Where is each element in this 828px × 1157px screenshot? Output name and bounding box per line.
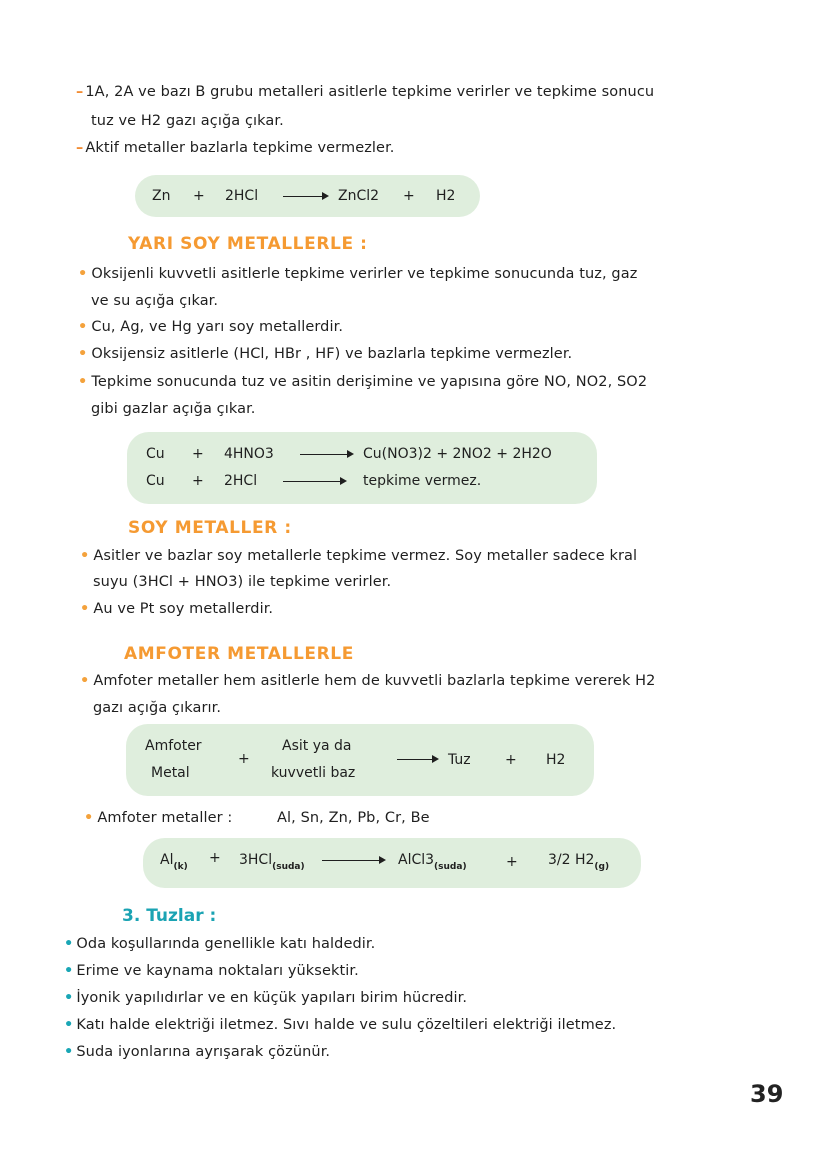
eq-al-p1-text: AlCl3 <box>398 852 435 868</box>
tuz-bullet-3 <box>64 988 467 1008</box>
bullet-dot-icon: • <box>64 990 74 1006</box>
eq-am-plus1: + <box>238 751 250 767</box>
eq-al-p2-text: 3/2 H2 <box>548 852 595 868</box>
bullet-dot-icon: • <box>78 346 88 362</box>
eq-al-r1 <box>160 851 188 871</box>
reaction-arrow-icon <box>300 454 352 455</box>
intro-line-2 <box>76 138 395 158</box>
yari-bullet-1 <box>78 264 637 284</box>
eq-al-plus2: + <box>506 854 518 870</box>
intro-text-2: Aktif metaller bazlarla tepkime vermezler. <box>85 140 395 156</box>
reaction-arrow-icon <box>322 860 384 861</box>
eq-zn-plus1: + <box>193 188 205 204</box>
soy-bullet-1-text: Asitler ve bazlar soy metallerle tepkime vermez. Soy metaller sadece kral <box>93 548 638 564</box>
equation-box-amfoter <box>126 724 594 796</box>
tuz-bullet-5-text: Suda iyonlarına ayrışarak çözünür. <box>76 1044 331 1060</box>
yari-bullet-3-text: Oksijensiz asitlerle (HCl, HBr , HF) ve bazlarla tepkime vermezler. <box>91 346 573 362</box>
reaction-arrow-icon <box>397 759 437 760</box>
soy-bullet-2-text: Au ve Pt soy metallerdir. <box>93 601 274 617</box>
tuz-bullet-4-text: Katı halde elektriği iletmez. Sıvı halde ve sulu çözeltileri elektriği iletmez. <box>76 1017 617 1033</box>
bullet-dot-icon: • <box>80 673 90 689</box>
amfoter-bullet-1-text: Amfoter metaller hem asitlerle hem de kuvvetli bazlarla tepkime vererek H2 <box>93 673 656 689</box>
bullet-dot-icon: • <box>64 936 74 952</box>
eq-cu2-plus: + <box>192 473 204 489</box>
eq-al-p1 <box>398 851 467 871</box>
intro-line-1 <box>76 82 654 102</box>
eq-cu1-plus: + <box>192 446 204 462</box>
eq-am-p2: H2 <box>546 752 566 768</box>
eq-al-r2-state: (suda) <box>272 862 305 872</box>
soy-bullet-1b: suyu (3HCl + HNO3) ile tepkime verirler. <box>93 574 392 590</box>
eq-zn-r1: Zn <box>152 188 171 204</box>
eq-am-r1a: Amfoter <box>145 738 202 754</box>
eq-al-p2-state: (g) <box>594 862 610 872</box>
tuz-bullet-1-text: Oda koşullarında genellikle katı haldedir. <box>76 936 376 952</box>
bullet-dot-icon: • <box>78 374 88 390</box>
heading-tuzlar: 3. Tuzlar : <box>122 906 217 926</box>
page-number: 39 <box>750 1080 784 1108</box>
eq-cu2-r2: 2HCl <box>224 473 258 489</box>
yari-bullet-4b: gibi gazlar açığa çıkar. <box>91 401 256 417</box>
bullet-dot-icon: • <box>78 319 88 335</box>
heading-soy: SOY METALLER : <box>128 518 292 538</box>
tuz-bullet-2 <box>64 961 359 981</box>
soy-bullet-2 <box>80 599 273 619</box>
yari-bullet-2 <box>78 317 343 337</box>
yari-bullet-4 <box>78 372 647 392</box>
bullet-dot-icon: • <box>64 963 74 979</box>
amfoter-list <box>84 808 232 828</box>
eq-al-p2 <box>548 851 609 871</box>
eq-am-plus2: + <box>505 752 517 768</box>
eq-al-plus1: + <box>209 850 221 866</box>
amfoter-list-label: Amfoter metaller : <box>97 810 233 826</box>
bullet-dot-icon: • <box>84 810 94 826</box>
bullet-dot-icon: • <box>64 1017 74 1033</box>
dash-marker: – <box>76 84 84 100</box>
eq-zn-p1: ZnCl2 <box>338 188 380 204</box>
amfoter-bullet-1b: gazı açığa çıkarır. <box>93 700 222 716</box>
eq-zn-r2: 2HCl <box>225 188 259 204</box>
eq-zn-plus2: + <box>403 188 415 204</box>
eq-am-r1b: Metal <box>151 765 190 781</box>
dash-marker: – <box>76 140 84 156</box>
soy-bullet-1 <box>80 546 637 566</box>
eq-cu1-p: Cu(NO3)2 + 2NO2 + 2H2O <box>363 446 552 462</box>
intro-line-1b: tuz ve H2 gazı açığa çıkar. <box>91 113 284 129</box>
eq-zn-p2: H2 <box>436 188 456 204</box>
intro-text-1: 1A, 2A ve bazı B grubu metalleri asitlerle tepkime verirler ve tepkime sonucu <box>85 84 655 100</box>
eq-al-r1-state: (k) <box>173 862 188 872</box>
tuz-bullet-2-text: Erime ve kaynama noktaları yüksektir. <box>76 963 359 979</box>
yari-bullet-4-text: Tepkime sonucunda tuz ve asitin derişimine ve yapısına göre NO, NO2, SO2 <box>91 374 648 390</box>
eq-cu2-r1: Cu <box>146 473 165 489</box>
yari-bullet-2-text: Cu, Ag, ve Hg yarı soy metallerdir. <box>91 319 344 335</box>
eq-cu2-p: tepkime vermez. <box>363 473 482 489</box>
eq-am-r2a: Asit ya da <box>282 738 352 754</box>
eq-am-p1: Tuz <box>448 752 471 768</box>
amfoter-list-values: Al, Sn, Zn, Pb, Cr, Be <box>277 810 430 826</box>
eq-cu1-r2: 4HNO3 <box>224 446 274 462</box>
reaction-arrow-icon <box>283 196 327 197</box>
eq-am-r2b: kuvvetli baz <box>271 765 356 781</box>
yari-bullet-1-text: Oksijenli kuvvetli asitlerle tepkime verirler ve tepkime sonucunda tuz, gaz <box>91 266 638 282</box>
tuz-bullet-3-text: İyonik yapılıdırlar ve en küçük yapıları birim hücredir. <box>76 990 468 1006</box>
yari-bullet-3 <box>78 344 572 364</box>
bullet-dot-icon: • <box>80 601 90 617</box>
heading-yari-soy: YARI SOY METALLERLE : <box>128 234 368 254</box>
eq-al-r1-text: Al <box>160 852 174 868</box>
tuz-bullet-4 <box>64 1015 616 1035</box>
eq-al-p1-state: (suda) <box>434 862 467 872</box>
amfoter-bullet-1 <box>80 671 656 691</box>
equation-box-cu <box>127 432 597 504</box>
bullet-dot-icon: • <box>80 548 90 564</box>
tuz-bullet-1 <box>64 934 375 954</box>
bullet-dot-icon: • <box>78 266 88 282</box>
tuz-bullet-5 <box>64 1042 330 1062</box>
eq-al-r2 <box>239 851 305 871</box>
eq-al-r2-text: 3HCl <box>239 852 273 868</box>
bullet-dot-icon: • <box>64 1044 74 1060</box>
reaction-arrow-icon <box>283 481 345 482</box>
eq-cu1-r1: Cu <box>146 446 165 462</box>
yari-bullet-1b: ve su açığa çıkar. <box>91 293 219 309</box>
heading-amfoter: AMFOTER METALLERLE <box>124 644 354 664</box>
